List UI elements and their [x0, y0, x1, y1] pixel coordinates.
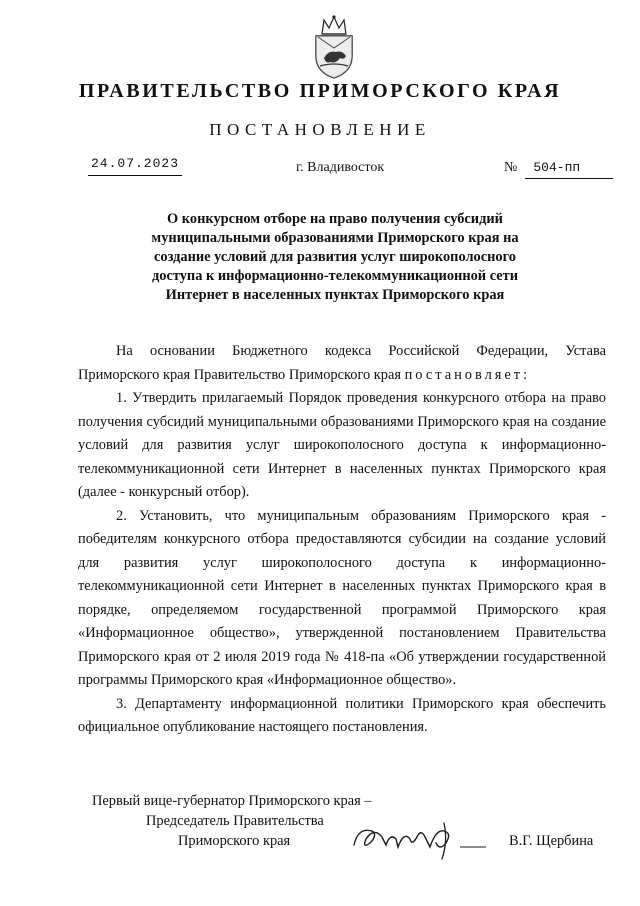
document-subject: О конкурсном отборе на право получения субсидий муниципальными образованиями Приморского края на создание условий для развития услуг широкополосного доступа к информационно-телекоммуникационной сети Интернет в населенных пунктах Приморского края: [151, 211, 519, 303]
document-number: 504-пп: [525, 160, 613, 179]
signer-position-line-3: Приморского края: [178, 833, 291, 849]
document-body: [78, 340, 606, 740]
signer-position-line-2: Председатель Правительства: [146, 813, 324, 829]
preamble-paragraph: [78, 340, 606, 387]
government-title: ПРАВИТЕЛЬСТВО ПРИМОРСКОГО КРАЯ: [78, 80, 562, 102]
document-date: 24.07.2023: [88, 156, 182, 176]
item-1-paragraph: 1. Утвердить прилагаемый Порядок проведения конкурсного отбора на право получения субсидий муниципальными образованиями Приморского края на создание условий для развития услуг широкополосного доступа к информационно-телекоммуникационной сети Интернет в населенных пунктах Приморского края (далее - конкурсный отбор).: [78, 390, 606, 500]
document-number-block: [504, 160, 613, 179]
handwritten-signature: [348, 813, 498, 863]
signer-position-line-1: Первый вице-губернатор Приморского края –: [92, 793, 372, 809]
item-2-paragraph: 2. Установить, что муниципальным образованиям Приморского края - победителям конкурсного отбора предоставляются субсидии на создание условий для развития услуг широкополосного доступа к информационно-телекоммуникационной сети Интернет в населенных пунктах Приморского края в порядке, определяемом государственной программой Приморского края «Информационное общество», утвержденной постановлением Правительства Приморского края от 2 июля 2019 года № 418-па «Об утверждении государственной программы Приморского края «Информационное общество».: [78, 507, 606, 688]
preamble-text: На основании Бюджетного кодекса Российской Федерации, Устава Приморского края Правительство Приморского края: [78, 343, 606, 383]
coat-of-arms-icon: [306, 14, 362, 80]
resolves-word: постановляет:: [404, 366, 531, 383]
item-3-paragraph: 3. Департаменту информационной политики Приморского края обеспечить официальное опубликование настоящего постановления.: [78, 695, 606, 735]
number-sign: №: [504, 160, 518, 175]
signer-name: В.Г. Щербина: [509, 833, 594, 849]
document-type: ПОСТАНОВЛЕНИЕ: [209, 120, 431, 139]
document-city: г. Владивосток: [296, 160, 385, 175]
